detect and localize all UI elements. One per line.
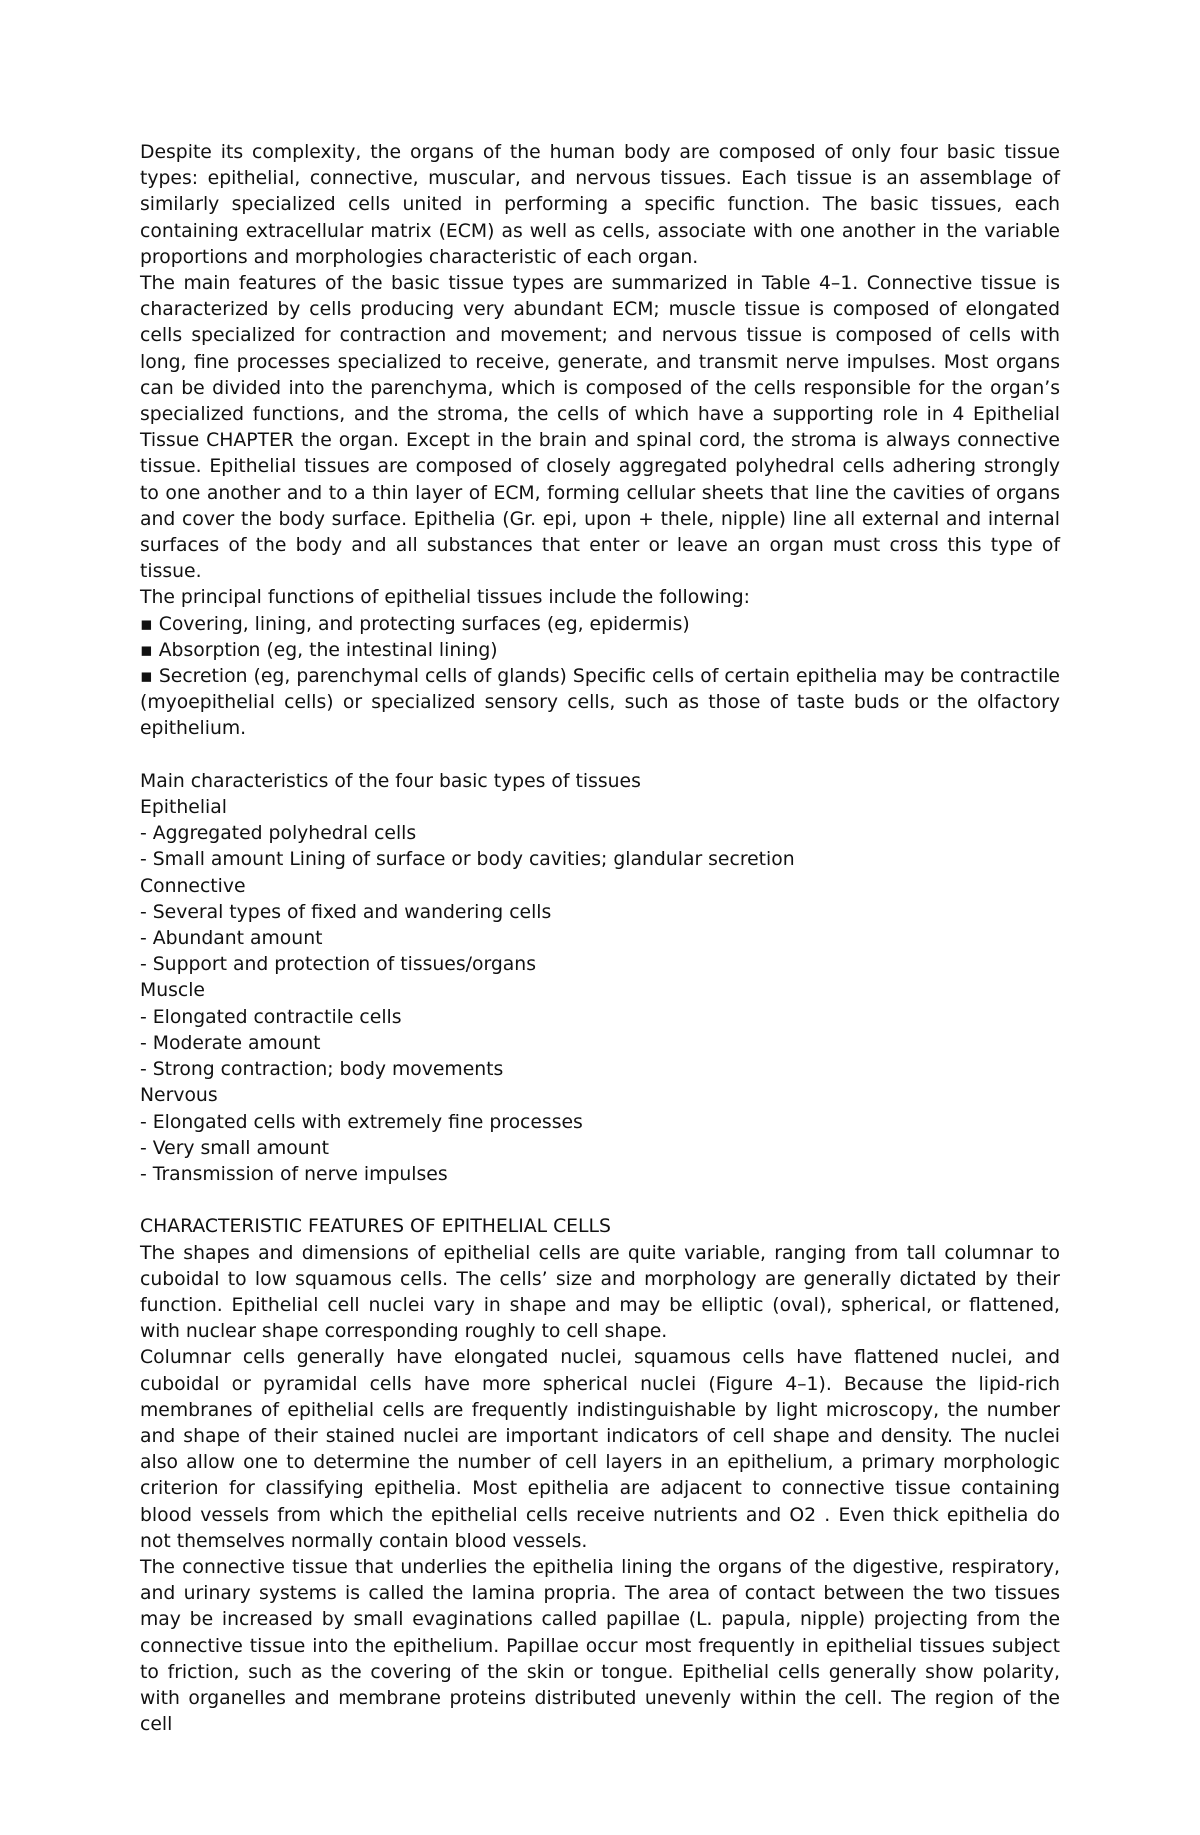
table-line: Muscle <box>140 980 205 1002</box>
intro-paragraph-3: The principal functions of epithelial tissues include the following: <box>140 587 750 609</box>
table-line: - Strong contraction; body movements <box>140 1059 504 1081</box>
section-paragraph-3: The connective tissue that underlies the epithelia lining the organs of the digestive, respiratory, and urinary systems is called the lamina propria. The area of contact between the two tissues may be increased by small evaginations called papillae (L. papula, nipple) projecting from the connective tissue into the epithelium. Papillae occur most frequently in epithelial tissues subject to friction, such as the covering of the skin or tongue. Epithelial cells generally show polarity, with organelles and membrane proteins distributed unevenly within the cell. The region of the cell <box>140 1556 1060 1736</box>
table-line: - Several types of fixed and wandering cells <box>140 901 552 923</box>
table-line: - Small amount Lining of surface or body cavities; glandular secretion <box>140 849 795 871</box>
document-page <box>140 140 1060 1738</box>
table-line: Connective <box>140 875 246 897</box>
table-line: Nervous <box>140 1085 218 1107</box>
intro-paragraph-1: Despite its complexity, the organs of the human body are composed of only four basic tissue types: epithelial, connective, muscular, and nervous tissues. Each tissue is an assemblage of similarly specialized cells united in performing a specific function. The basic tissues, each containing extracellular matrix (ECM) as well as cells, associate with one another in the variable proportions and morphologies characteristic of each organ. <box>140 142 1060 268</box>
bullet-item: ▪ Absorption (eg, the intestinal lining) <box>140 639 498 661</box>
spacer <box>140 743 1060 769</box>
section-heading: CHARACTERISTIC FEATURES OF EPITHELIAL CELLS <box>140 1216 611 1238</box>
table-title: Main characteristics of the four basic types of tissues <box>140 770 641 792</box>
table-line: - Very small amount <box>140 1137 329 1159</box>
table-line: - Abundant amount <box>140 928 323 950</box>
intro-paragraph-2: The main features of the basic tissue types are summarized in Table 4–1. Connective tissue is characterized by cells producing very abundant ECM; muscle tissue is composed of elongated cells specialized for contraction and movement; and nervous tissue is composed of cells with long, fine processes specialized to receive, generate, and transmit nerve impulses. Most organs can be divided into the parenchyma, which is composed of the cells responsible for the organ’s specialized functions, and the stroma, the cells of which have a supporting role in 4 Epithelial Tissue CHAPTER the organ. Except in the brain and spinal cord, the stroma is always connective tissue. Epithelial tissues are composed of closely aggregated polyhedral cells adhering strongly to one another and to a thin layer of ECM, forming cellular sheets that line the cavities of organs and cover the body surface. Epithelia (Gr. epi, upon + thele, nipple) line all external and internal surfaces of the body and all substances that enter or leave an organ must cross this type of tissue. <box>140 273 1060 583</box>
section-paragraph-1: The shapes and dimensions of epithelial cells are quite variable, ranging from tall columnar to cuboidal to low squamous cells. The cells’ size and morphology are generally dictated by their function. Epithelial cell nuclei vary in shape and may be elliptic (oval), spherical, or flattened, with nuclear shape corresponding roughly to cell shape. <box>140 1242 1060 1343</box>
table-line: - Elongated cells with extremely fine processes <box>140 1111 583 1133</box>
table-line: Epithelial <box>140 797 227 819</box>
table-line: - Transmission of nerve impulses <box>140 1163 448 1185</box>
bullet-item: ▪ Covering, lining, and protecting surfaces (eg, epidermis) <box>140 613 690 635</box>
table-line: - Support and protection of tissues/organs <box>140 954 536 976</box>
table-line: - Aggregated polyhedral cells <box>140 823 417 845</box>
table-line: - Moderate amount <box>140 1032 321 1054</box>
section-paragraph-2: Columnar cells generally have elongated nuclei, squamous cells have flattened nuclei, and cuboidal or pyramidal cells have more spherical nuclei (Figure 4–1). Because the lipid-rich membranes of epithelial cells are frequently indistinguishable by light microscopy, the number and shape of their stained nuclei are important indicators of cell shape and density. The nuclei also allow one to determine the number of cell layers in an epithelium, a primary morphologic criterion for classifying epithelia. Most epithelia are adjacent to connective tissue containing blood vessels from which the epithelial cells receive nutrients and O2 . Even thick epithelia do not themselves normally contain blood vessels. <box>140 1347 1060 1552</box>
spacer <box>140 1188 1060 1214</box>
table-line: - Elongated contractile cells <box>140 1006 402 1028</box>
bullet-item: ▪ Secretion (eg, parenchymal cells of glands) Specific cells of certain epithelia may be contractile (myoepithelial cells) or specialized sensory cells, such as those of taste buds or the olfactory epithelium. <box>140 666 1060 740</box>
